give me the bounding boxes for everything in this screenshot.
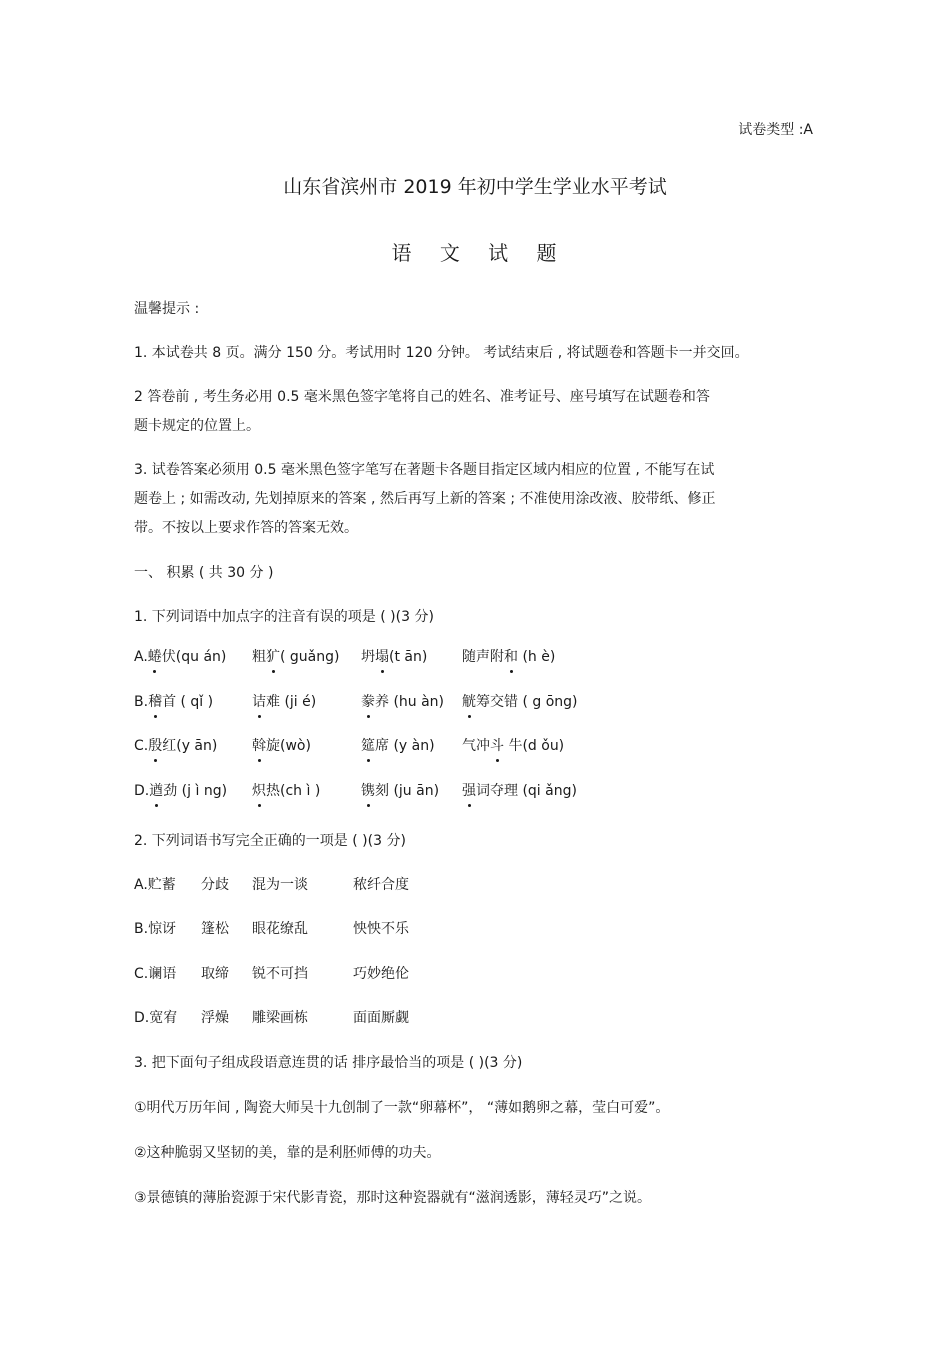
option-word: 炽热(ch ì ): [252, 783, 321, 799]
question-3-sentence-3: ③景德镇的薄胎瓷源于宋代影青瓷，那时这种瓷器就有“滋润透影，薄轻灵巧”之说。: [134, 1190, 652, 1206]
option-word: C.殷红(y ān): [134, 738, 218, 754]
option-word: 眼花缭乱: [252, 921, 308, 937]
tip-item-3-line-1: 3. 试卷答案必须用 0.5 毫米黑色签字笔写在著题卡各题目指定区域内相应的位置 , 不能写在试: [134, 462, 715, 478]
option-word: D.宽宥: [134, 1010, 178, 1026]
option-word: 豢养 (hu àn): [361, 694, 445, 710]
subject-title-char: 文: [439, 241, 462, 265]
option-word: 镌刻 (ju ān): [361, 783, 440, 799]
question-3-sentence-2: ②这种脆弱又坚韧的美，靠的是利胚师傅的功夫。: [134, 1145, 441, 1161]
option-word: 诘难 (ji é): [252, 694, 317, 710]
option-word: 篷松: [201, 921, 229, 937]
option-word: A.贮蓄: [134, 877, 176, 893]
section-heading: 一、 积累 ( 共 30 分 ): [134, 565, 274, 581]
tip-item-2-line-2: 题卡规定的位置上。: [134, 418, 260, 434]
option-word: 秾纤合度: [353, 877, 409, 893]
question-3-stem: 3. 把下面句子组成段语意连贯的话 排序最恰当的项是 ( )(3 分): [134, 1055, 523, 1071]
tip-item-3-line-2: 题卷上 ; 如需改动, 先划掉原来的答案 , 然后再写上新的答案 ; 不准使用涂改液、胶带纸、修正: [134, 491, 716, 507]
tips-heading: 温馨提示 :: [134, 301, 200, 317]
option-word: 分歧: [201, 877, 229, 893]
option-word: 巧妙绝伦: [353, 966, 409, 982]
option-word: B.惊讶: [134, 921, 177, 937]
option-word: 气冲斗 牛(d ǒu): [462, 738, 565, 754]
subject-title: [0, 240, 950, 266]
option-word: 斡旋(wò): [252, 738, 311, 754]
tip-item-2-line-1: 2 答卷前 , 考生务必用 0.5 毫米黑色签字笔将自己的姓名、准考证号、座号填写在试题卷和答: [134, 389, 710, 405]
option-word: 浮燥: [201, 1010, 229, 1026]
option-word: 取缔: [201, 966, 229, 982]
question-2-stem: 2. 下列词语书写完全正确的一项是 ( )(3 分): [134, 833, 406, 849]
option-word: 筵席 (y àn): [361, 738, 435, 754]
tip-item-3-line-3: 带。不按以上要求作答的答案无效。: [134, 520, 358, 536]
option-word: 坍塌(t ān): [361, 649, 428, 665]
question-3-sentence-1: ①明代万历年间 , 陶瓷大师吴十九创制了一款“卵幕杯”， “薄如鹅卵之幕，莹白可爱”。: [134, 1100, 670, 1116]
subject-title-char: 试: [488, 241, 511, 265]
page-title: 山东省滨州市 2019 年初中学生学业水平考试: [283, 176, 667, 198]
option-word: 雕梁画栋: [252, 1010, 308, 1026]
option-word: 觥筹交错 ( g ōng): [462, 694, 578, 710]
option-word: 面面厮觑: [353, 1010, 409, 1026]
exam-type-label: 试卷类型 :A: [738, 122, 813, 138]
tip-item-1: 1. 本试卷共 8 页。满分 150 分。考试用时 120 分钟。 考试结束后 , 将试题卷和答题卡一并交回。: [134, 345, 749, 361]
option-word: C.谰语: [134, 966, 177, 982]
question-1-stem: 1. 下列词语中加点字的注音有误的项是 ( )(3 分): [134, 609, 434, 625]
option-word: 粗犷( guǎng): [252, 649, 340, 665]
option-word: 随声附和 (h è): [462, 649, 556, 665]
option-word: B.稽首 ( qǐ ): [134, 694, 214, 710]
option-word: 怏怏不乐: [353, 921, 409, 937]
option-word: 锐不可挡: [252, 966, 308, 982]
option-word: A.蜷伏(qu án): [134, 649, 227, 665]
subject-title-char: 语: [391, 241, 414, 265]
option-word: 强词夺理 (qi ǎng): [462, 783, 577, 799]
option-word: D.遒劲 (j ì ng): [134, 783, 228, 799]
option-word: 混为一谈: [252, 877, 308, 893]
subject-title-char: 题: [536, 241, 559, 265]
